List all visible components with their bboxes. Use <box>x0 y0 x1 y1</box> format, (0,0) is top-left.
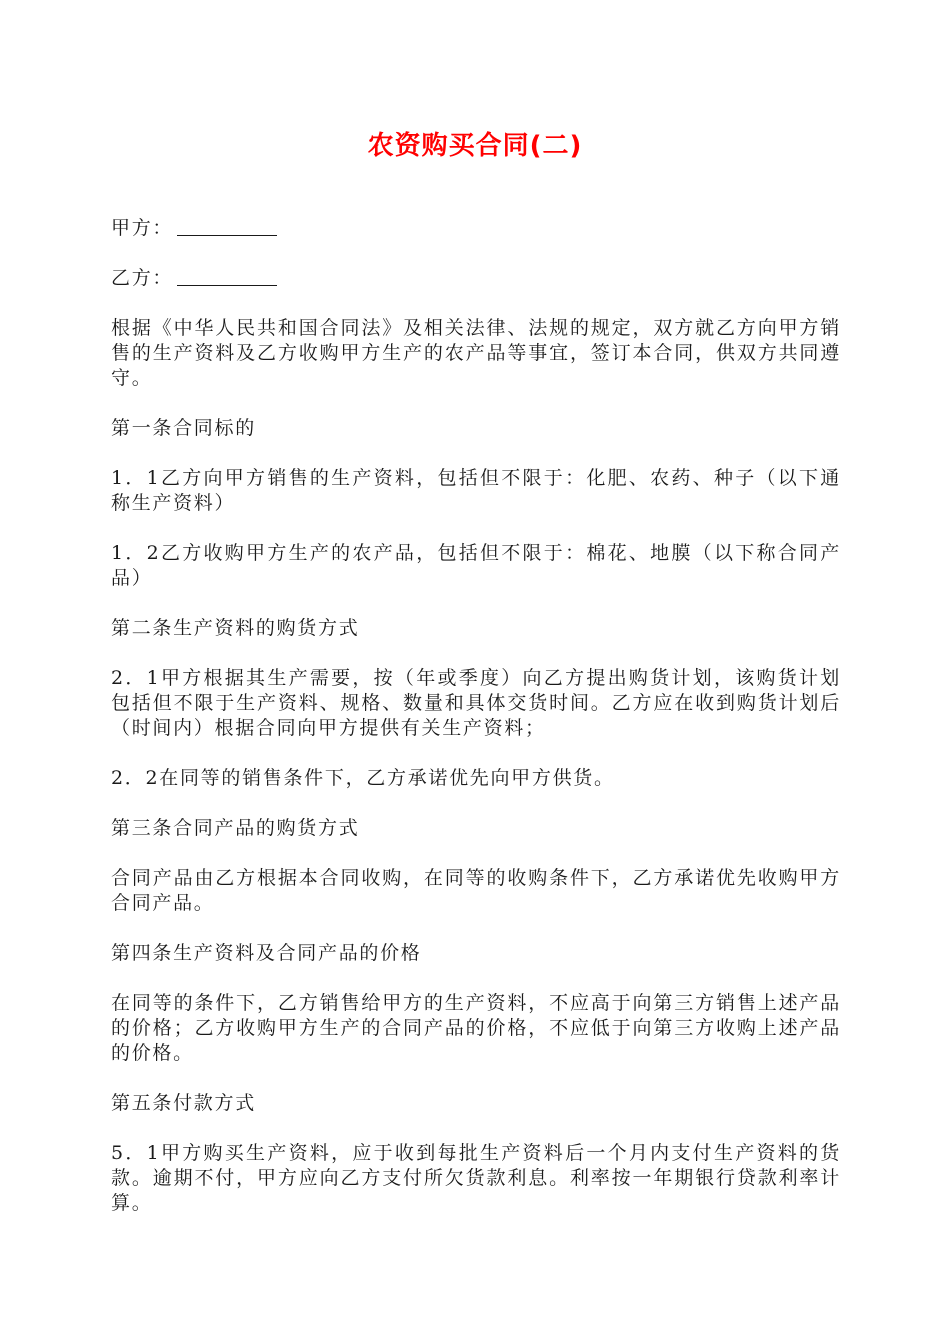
clause-5-1: 5．1甲方购买生产资料，应于收到每批生产资料后一个月内支付生产资料的货款。逾期不付，甲方应向乙方支付所欠货款利息。利率按一年期银行贷款利率计算。 <box>111 1142 841 1214</box>
clause-2-2: 2．2在同等的销售条件下，乙方承诺优先向甲方供货。 <box>111 767 615 789</box>
party-a-label: 甲方： <box>111 217 174 239</box>
article-3-body: 合同产品由乙方根据本合同收购，在同等的收购条件下，乙方承诺优先收购甲方合同产品。 <box>111 867 841 914</box>
article-4-body: 在同等的条件下，乙方销售给甲方的生产资料，不应高于向第三方销售上述产品的价格；乙方收购甲方生产的合同产品的价格，不应低于向第三方收购上述产品的价格。 <box>111 992 841 1064</box>
party-b-line <box>111 266 841 291</box>
article-2-heading: 第二条生产资料的购货方式 <box>111 617 360 639</box>
party-b-blank <box>177 266 277 286</box>
clause-1-1: 1．1乙方向甲方销售的生产资料，包括但不限于：化肥、农药、种子（以下通称生产资料） <box>111 467 841 514</box>
article-4-heading: 第四条生产资料及合同产品的价格 <box>111 942 422 964</box>
clause-1-2: 1．2乙方收购甲方生产的农产品，包括但不限于：棉花、地膜（以下称合同产品） <box>111 542 841 589</box>
document-title: 农资购买合同(二) <box>367 131 583 161</box>
party-a-blank <box>177 216 277 236</box>
article-3-heading: 第三条合同产品的购货方式 <box>111 817 360 839</box>
clause-2-1: 2．1甲方根据其生产需要，按（年或季度）向乙方提出购货计划，该购货计划包括但不限于生产资料、规格、数量和具体交货时间。乙方应在收到购货计划后（时间内）根据合同向甲方提供有关生产资料； <box>111 667 841 739</box>
preamble-paragraph: 根据《中华人民共和国合同法》及相关法律、法规的规定，双方就乙方向甲方销售的生产资料及乙方收购甲方生产的农产品等事宜，签订本合同，供双方共同遵守。 <box>111 317 841 389</box>
article-5-heading: 第五条付款方式 <box>111 1092 256 1114</box>
article-1-heading: 第一条合同标的 <box>111 417 256 439</box>
document-body <box>111 216 841 1241</box>
party-a-line <box>111 216 841 241</box>
party-b-label: 乙方： <box>111 267 174 289</box>
